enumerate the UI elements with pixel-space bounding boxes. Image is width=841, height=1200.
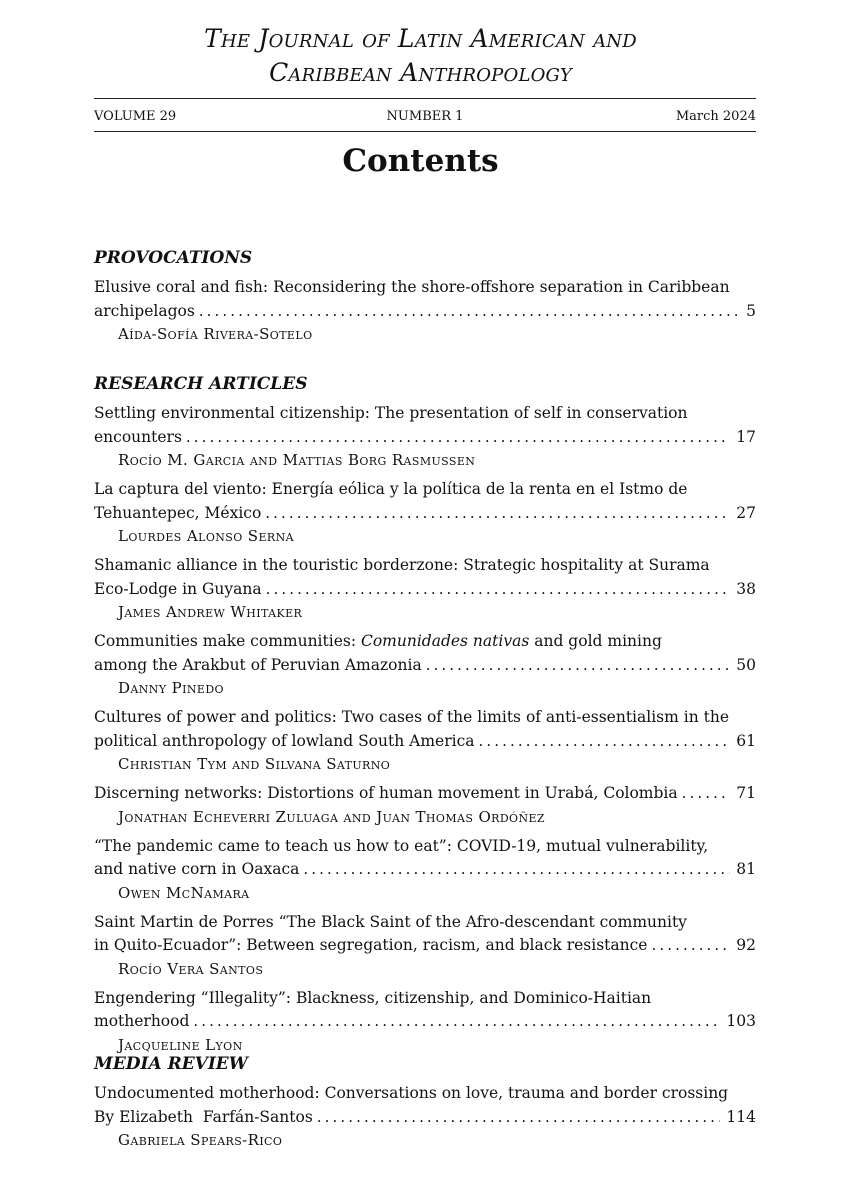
section-heading: RESEARCH ARTICLES	[94, 374, 308, 394]
page-number: 81	[736, 860, 756, 878]
section-heading: MEDIA REVIEW	[94, 1054, 248, 1074]
toc-entry[interactable]	[94, 782, 756, 829]
leader-dots	[199, 300, 740, 324]
entry-title-line: Settling environmental citizenship: The presentation of self in conservation	[94, 404, 688, 422]
issue-info	[94, 108, 756, 126]
leader-dots	[266, 578, 731, 602]
entry-title-line: encounters	[94, 427, 182, 446]
toc-entry[interactable]	[94, 478, 756, 548]
entry-title-italic: Comunidades nativas	[360, 632, 530, 650]
entry-author: Christian Tym and Silvana Saturno	[118, 755, 391, 773]
entry-title-line: Elusive coral and fish: Reconsidering the shore-offshore separation in Caribbean	[94, 278, 730, 296]
entry-author: Jonathan Echeverri Zuluaga and Juan Thomas Ordóñez	[118, 807, 545, 826]
entry-author: Rocío M. Garcia and Mattias Borg Rasmussen	[118, 451, 476, 469]
leader-dots	[426, 654, 731, 678]
entry-author: Aída-Sofía Rivera-Sotelo	[118, 325, 313, 343]
toc-entry[interactable]	[94, 706, 756, 776]
page-number: 71	[736, 784, 756, 802]
volume-label: VOLUME 29	[94, 109, 177, 124]
page-number: 92	[736, 936, 756, 954]
entry-author: Lourdes Alonso Serna	[118, 527, 294, 545]
page-number: 103	[726, 1012, 756, 1030]
toc-entry[interactable]	[94, 911, 756, 981]
leader-dots	[265, 502, 730, 526]
entry-title-line: in Quito-Ecuador”: Between segregation, racism, and black resistance	[94, 936, 648, 954]
page-number: 17	[736, 427, 756, 446]
entry-title-line: among the Arakbut of Peruvian Amazonia	[94, 655, 422, 674]
entry-title-line: and native corn in Oaxaca	[94, 860, 300, 878]
toc-entry[interactable]	[94, 1082, 756, 1152]
leader-dots	[479, 730, 731, 754]
page-number: 38	[736, 579, 756, 598]
header-rule-top	[94, 98, 756, 99]
entry-title-line: La captura del viento: Energía eólica y la política de la renta en el Istmo de	[94, 480, 688, 498]
entry-title-line: By Elizabeth Farfán-Santos	[94, 1107, 313, 1126]
section-provocations	[94, 246, 756, 346]
leader-dots	[186, 426, 730, 450]
toc-entry[interactable]	[94, 987, 756, 1057]
entry-title-line: Eco-Lodge in Guyana	[94, 579, 262, 598]
entry-title-line: archipelagos	[94, 301, 195, 320]
page-number: 5	[746, 301, 756, 320]
leader-dots	[317, 1106, 721, 1130]
entry-author: Rocío Vera Santos	[118, 959, 264, 978]
entry-title-text: Communities make communities:	[94, 632, 361, 650]
entry-author: Owen McNamara	[118, 883, 250, 902]
issue-date: March 2024	[675, 109, 756, 124]
leader-dots	[651, 934, 730, 958]
section-heading: PROVOCATIONS	[94, 248, 253, 268]
entry-title-line	[94, 630, 756, 654]
entry-title-line: “The pandemic came to teach us how to eat”: COVID-19, mutual vulnerability,	[94, 836, 709, 855]
entry-title-line: political anthropology of lowland South America	[94, 731, 475, 750]
entry-author: Jacqueline Lyon	[118, 1035, 243, 1054]
toc-entry[interactable]	[94, 554, 756, 624]
toc-entry[interactable]	[94, 402, 756, 472]
entry-author: James Andrew Whitaker	[118, 603, 303, 621]
header-rule-bottom	[94, 131, 756, 132]
contents-heading: Contents	[342, 143, 499, 179]
journal-title-line-2: Caribbean Anthropology	[269, 58, 572, 87]
section-media-review	[94, 1052, 756, 1152]
entry-title-line: Undocumented motherhood: Conversations on love, trauma and border crossing	[94, 1084, 729, 1102]
page-number: 114	[726, 1107, 756, 1126]
toc-entry[interactable]	[94, 630, 756, 700]
leader-dots	[193, 1010, 720, 1034]
entry-title-line: Engendering “Illegality”: Blackness, citizenship, and Dominico-Haitian	[94, 988, 652, 1007]
entry-title-line: Discerning networks: Distortions of human movement in Urabá, Colombia	[94, 784, 678, 802]
entry-title-line: Shamanic alliance in the touristic borderzone: Strategic hospitality at Surama	[94, 556, 710, 574]
entry-title-line: Cultures of power and politics: Two cases of the limits of anti-essentialism in the	[94, 708, 729, 726]
leader-dots	[682, 782, 731, 806]
journal-title-line-1: The Journal of Latin American and	[204, 24, 637, 53]
section-research-articles	[94, 372, 756, 1057]
toc-entry[interactable]	[94, 276, 756, 346]
journal-title	[0, 22, 841, 90]
number-label: NUMBER 1	[386, 109, 464, 124]
page-number: 27	[736, 503, 756, 522]
entry-title-line: Saint Martin de Porres “The Black Saint of the Afro-descendant community	[94, 912, 687, 931]
page-number: 50	[736, 655, 756, 674]
leader-dots	[303, 858, 730, 882]
entry-author: Gabriela Spears-Rico	[118, 1131, 283, 1149]
page-number: 61	[736, 731, 756, 750]
toc-entry[interactable]	[94, 835, 756, 905]
entry-author: Danny Pinedo	[118, 679, 224, 697]
entry-title-line: Tehuantepec, México	[94, 503, 262, 522]
entry-title-text: and gold mining	[529, 632, 662, 650]
entry-title-line: motherhood	[94, 1012, 190, 1030]
